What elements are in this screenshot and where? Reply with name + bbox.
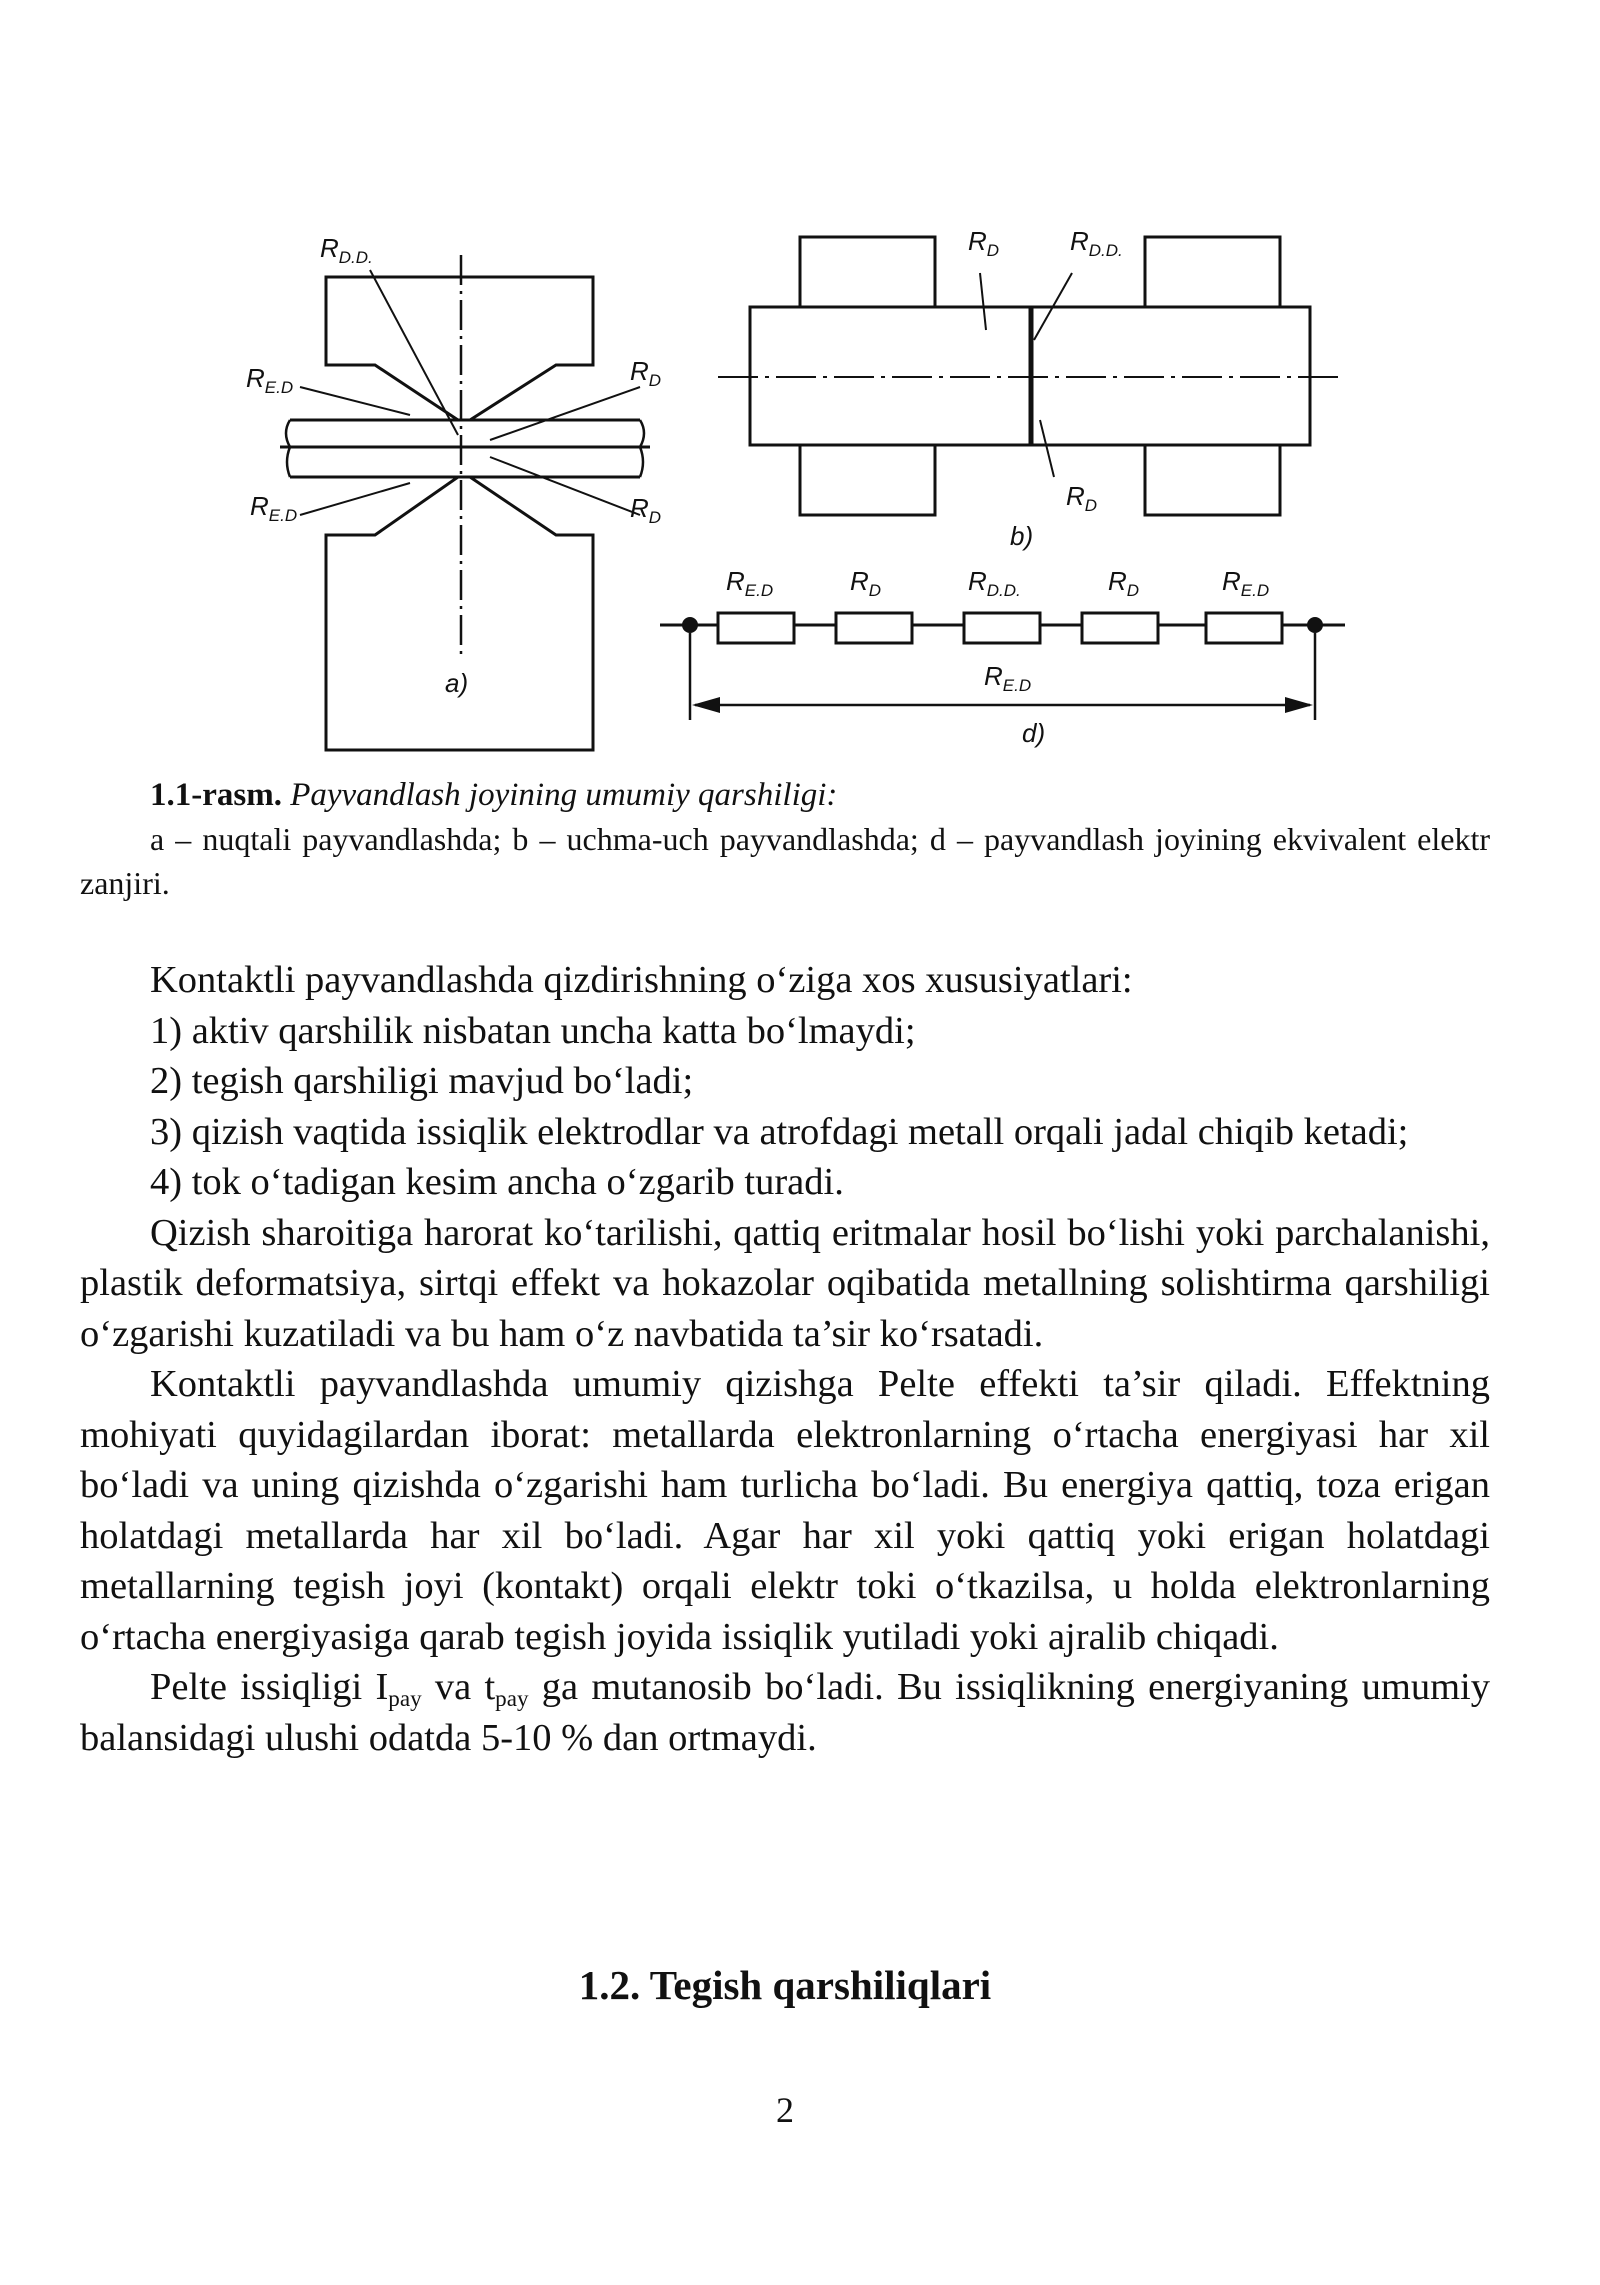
label-rd-top-a: RD [630,356,662,390]
label-resistor-3: RD.D. [968,566,1021,600]
terminal-right [1307,617,1323,633]
label-resistor-5: RE.D [1222,566,1270,600]
resistor-4 [1082,613,1158,643]
paragraph-pelte: Pelte issiqligi $I_{pay}$ va $t_{pay}$ ga mutanosib bo‘ladi. Bu issiqlikning energiyaning umumiy balansidagi ulushi odatda 5-10 % dan ortmaydi. [80,1666,1490,1759]
leader-red-top [300,387,410,415]
panel-a-spot-welding [246,233,661,750]
label-resistor-2: RD [850,566,882,600]
label-rd-top-b: RD [968,226,1000,260]
section-heading: 1.2. Tegish qarshiliqlari [578,1962,992,2008]
clamp-bottom-right [1145,445,1280,515]
label-rdd-a: RD.D. [320,233,373,267]
lower-electrode [326,477,593,750]
label-total-red: RE.D [984,661,1032,695]
leader-rd-top-b [980,273,986,330]
panel-b-butt-welding [718,226,1340,551]
label-resistor-1: RE.D [726,566,774,600]
welding-resistance-diagram [240,215,1390,755]
leader-red-bot [300,483,410,515]
leader-rd-bot-b [1040,420,1054,477]
panel-label-a: a) [445,668,469,698]
list-item: 4) tok o‘tadigan kesim ancha o‘zgarib turadi. [150,1161,844,1203]
figure-caption-body: a – nuqtali payvandlashda; b – uchma-uch payvandlashda; d – payvandlash joyining ekvivalent elektr zanjiri. [80,821,1490,901]
page-number: 2 [776,2090,794,2130]
arrow-right-icon [1285,697,1313,713]
resistor-1 [718,613,794,643]
upper-electrode [326,277,593,420]
resistor-5 [1206,613,1282,643]
leader-rdd [370,270,458,435]
clamp-bottom-left [800,445,935,515]
panel-d-equivalent-circuit [660,566,1345,748]
arrow-left-icon [692,697,720,713]
panel-label-d: d) [1022,718,1046,748]
list-item: 3) qizish vaqtida issiqlik elektrodlar va atrofdagi metall orqali jadal chiqib ketadi; [150,1110,1409,1153]
panel-label-b: b) [1010,521,1034,551]
clamp-top-left [800,237,935,307]
leader-rd-top [490,387,640,440]
welded-sheets [280,420,650,477]
paragraph: Kontaktli payvandlashda umumiy qizishga Pelte effekti ta’sir qiladi. Effektning mohiyati quyidagilardan iborat: metallarda elektronlarning o‘rtacha energiyasi har xil bo‘ladi va uning qizishda o‘zgarishi ham turlicha bo‘ladi. Bu energiya qattiq, toza erigan holatdagi metallarda har xil bo‘ladi. Agar har xil yoki qattiq yoki erigan holatdagi metallarning tegish joyi (kontakt) orqali elektr toki o‘tkazilsa, u holda elektronlarning o‘rtacha energiyasiga qarab tegish joyida issiqlik yutiladi yoki ajralib chiqadi. [80,1363,1490,1658]
label-red-top-a: RE.D [246,363,294,397]
label-rd-bot-b: RD [1066,481,1098,515]
list-item: 2) tegish qarshiligi mavjud bo‘ladi; [150,1060,694,1102]
body-text [80,955,1490,1763]
list-item: 1) aktiv qarshilik nisbatan uncha katta bo‘lmaydi; [150,1009,916,1052]
figure-1-1 [240,215,1390,755]
paragraph: Qizish sharoitiga harorat ko‘tarilishi, qattiq eritmalar hosil bo‘lishi yoki parchalanishi, plastik deformatsiya, sirtqi effekt va hokazolar oqibatida metallning solishtirma qarshiligi o‘zgarishi kuzatiladi va bu ham o‘z navbatida ta’sir ko‘rsatadi. [80,1211,1490,1355]
caption-number: 1.1-rasm. [150,777,282,813]
paragraph: Kontaktli payvandlashda qizdirishning o‘ziga xos xususiyatlari: [150,959,1133,1001]
label-red-bot-a: RE.D [250,491,298,525]
resistor-2 [836,613,912,643]
terminal-left [682,617,698,633]
label-resistor-4: RD [1108,566,1140,600]
label-rdd-b: RD.D. [1070,226,1123,260]
clamp-top-right [1145,237,1280,307]
label-rd-bot-a: RD [630,493,662,527]
caption-title: Payvandlash joyining umumiy qarshiligi: [290,777,838,813]
figure-caption-title [80,773,1490,817]
resistor-3 [964,613,1040,643]
